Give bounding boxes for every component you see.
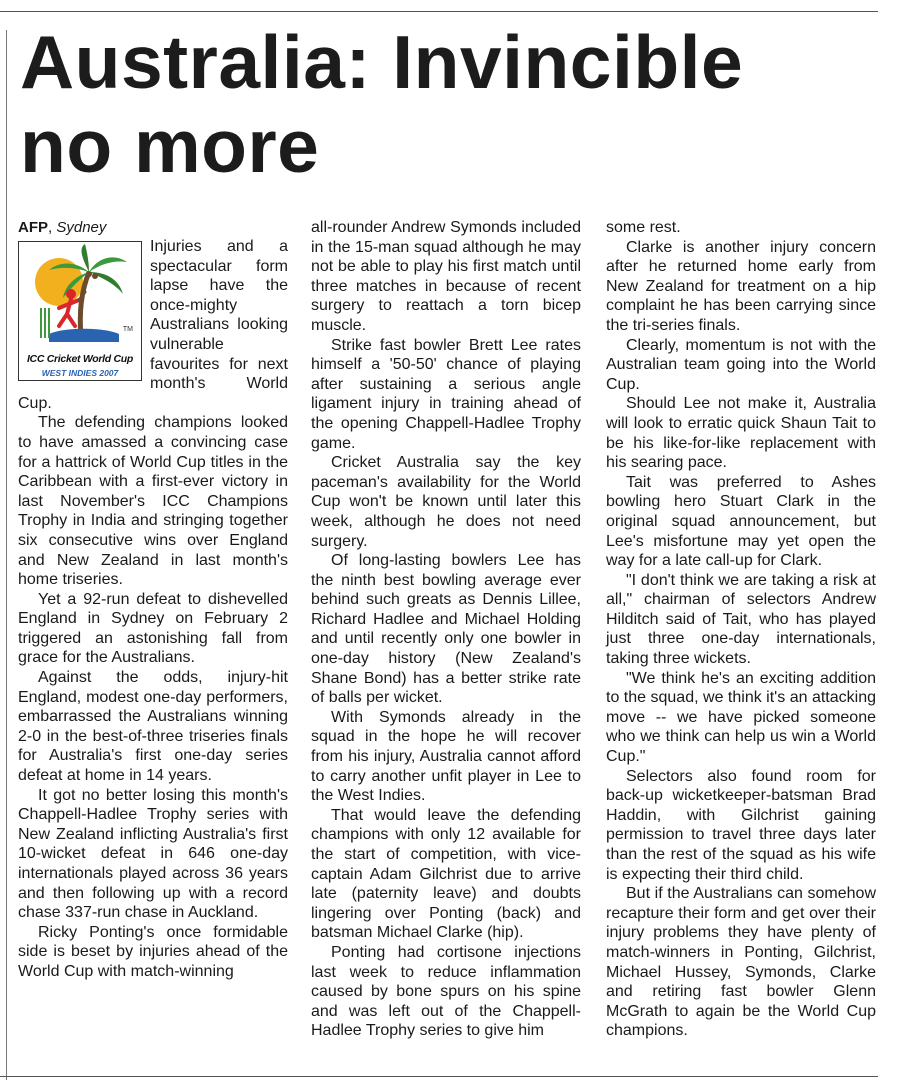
paragraph: "I don't think we are taking a risk at all," chairman of selectors Andrew Hilditch said of Tait, who has played just three one-day internationals, taking three wickets. [606,571,876,668]
left-rule [6,30,7,1080]
paragraph: Against the odds, injury-hit England, modest one-day performers, embarrassed the Australians winning 2-0 in the best-of-three triseries finals for Australia's first one-day series defeat at home in 14 years. [18,669,288,785]
paragraph: Ponting had cortisone injections last week to reduce inflammation caused by bone spurs on his spine and was left out of the Chappell-Hadlee Trophy series to give him [311,943,581,1040]
paragraph: The defending champions looked to have amassed a convincing case for a hattrick of World Cup titles in the Caribbean with a first-ever victory in last November's ICC Champions Trophy in India and stringing together six consecutive wins over England and New Zealand in last month's home triseries. [18,414,288,589]
headline-line-1: Australia: Invincible [20,20,744,104]
byline-agency: AFP [18,219,48,236]
paragraph: But if the Australians can somehow recapture their form and get over their injury problems they have plenty of match-winners in Ponting, Gilchrist, Michael Hussey, Symonds, Clarke and retiring fast bowler Glenn McGrath to again be the World Cup champions. [606,885,876,1040]
paragraph: Injuries and a spectacular form lapse have the once-mighty Australians looking vulnerable favourites for next month's World Cup. [18,238,288,412]
paragraph: It got no better losing this month's Chappell-Hadlee Trophy series with New Zealand inflicting Australia's first 10-wicket defeat in 646 one-day internationals played across 36 years and then following up with a record chase 337-run chase in Auckland. [18,786,288,922]
paragraph: Yet a 92-run defeat to dishevelled England in Sydney on February 2 triggered an astonishing fall from grace for the Australians. [18,590,288,667]
world-cup-logo [18,241,142,381]
paragraph: Should Lee not make it, Australia will look to erratic quick Shaun Tait to be his like-for-like replacement with his searing pace. [606,395,876,472]
paragraph: With Symonds already in the squad in the hope he will recover from his injury, Australia cannot afford to carry another unfit player in Lee to the West Indies. [311,708,581,805]
article-column-2 [311,218,581,1041]
bottom-rule [0,1076,878,1077]
paragraph: Clarke is another injury concern after he returned home early from New Zealand for treatment on a hip complaint he has been carrying since the tri-series finals. [606,238,876,334]
paragraph: all-rounder Andrew Symonds included in the 15-man squad although he may not be able to play his first match until three matches in because of recent surgery to reattach a torn bicep muscle. [311,219,581,334]
headline [20,20,880,188]
byline: AFP, Sydney [18,219,107,236]
paragraph: Cricket Australia say the key paceman's availability for the World Cup won't be known until later this week, although he does not need surgery. [311,454,581,550]
logo-title: ICC Cricket World Cup [26,353,134,365]
paragraph: some rest. [606,219,681,236]
byline-city: Sydney [56,219,107,236]
headline-line-2: no more [20,104,320,188]
paragraph: "We think he's an exciting addition to the squad, we think it's an attacking move -- we have picked someone who we think can help us win a World Cup." [606,669,876,766]
article-column-3 [606,218,876,1041]
paragraph: Tait was preferred to Ashes bowling hero Stuart Clark in the original squad announcement, but Lee's misfortune may yet open the way for a late call-up for Clark. [606,473,876,570]
article-column-1 [18,218,288,982]
top-rule [0,11,878,12]
paragraph: Strike fast bowler Brett Lee rates himself a '50-50' chance of playing after sustaining a serious angle ligament injury in training ahead of the opening Chappell-Hadlee Trophy game. [311,336,581,452]
logo-trademark: TM [122,326,133,333]
paragraph: Ricky Ponting's once formidable side is beset by injuries ahead of the World Cup with match-winning [18,923,288,980]
paragraph: Selectors also found room for back-up wicketkeeper-batsman Brad Haddin, with Gilchrist gaining permission to travel three days later than the rest of the squad as his wife is expecting their third child. [606,767,876,883]
paragraph: That would leave the defending champions with only 12 available for the start of competition, with vice-captain Adam Gilchrist due to arrive late (paternity leave) and doubts lingering over Ponting (back) and batsman Michael Clarke (hip). [311,806,581,942]
paragraph: Of long-lasting bowlers Lee has the ninth best bowling average ever behind such greats as Dennis Lillee, Richard Hadlee and Michael Holding and until recently only one bowler in one-day history (New Zealand's Shane Bond) has a better strike rate of balls per wicket. [311,552,581,707]
logo-subtitle: WEST INDIES 2007 [41,368,119,378]
paragraph: Clearly, momentum is not with the Australian team going into the World Cup. [606,336,876,393]
